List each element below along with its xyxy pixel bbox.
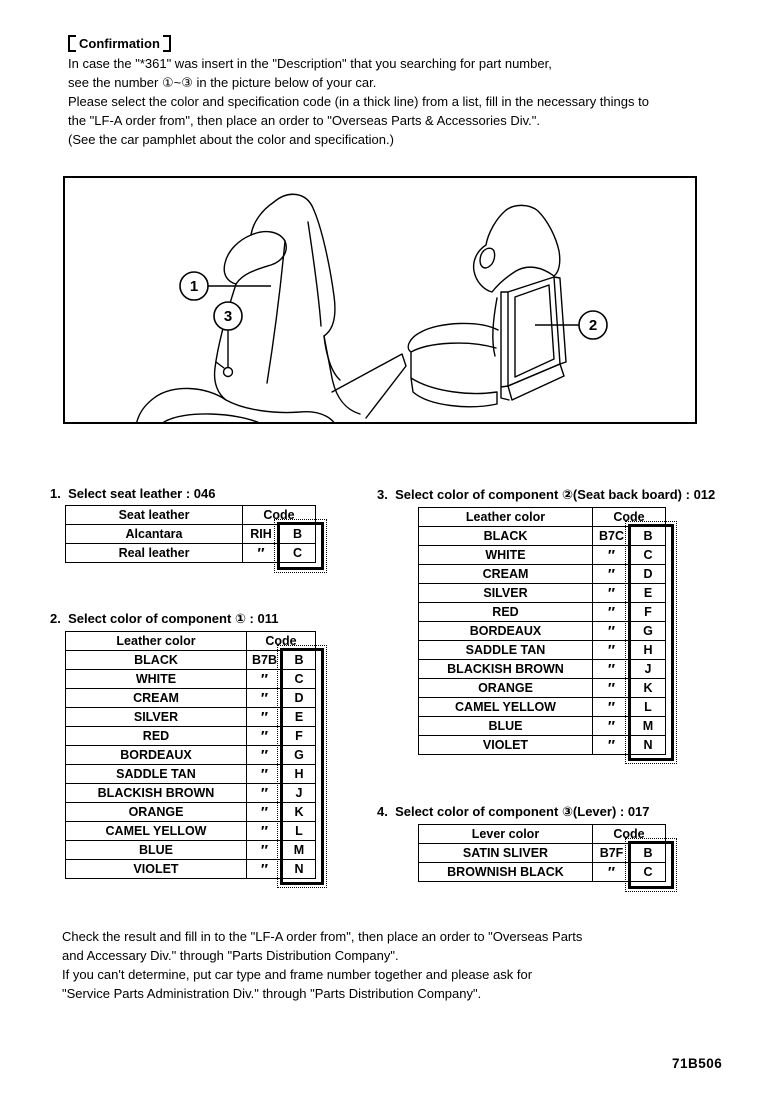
confirmation-title — [68, 34, 649, 53]
column-header-item: Leather color — [66, 632, 247, 651]
table-header-row — [66, 506, 316, 525]
item-cell: SADDLE TAN — [66, 765, 247, 784]
letter-cell: D — [283, 689, 316, 708]
letter-cell: C — [631, 863, 666, 882]
section-3-heading: 3. Select color of component ②(Seat back board) : 012 — [377, 487, 716, 502]
table-row — [419, 679, 666, 698]
component-2-color-table — [418, 507, 666, 755]
code-cell: ″ — [593, 546, 631, 565]
code-cell: ″ — [247, 670, 283, 689]
code-cell: ″ — [593, 736, 631, 755]
table-row — [419, 641, 666, 660]
table-row — [66, 765, 316, 784]
letter-cell: H — [631, 641, 666, 660]
code-cell: ″ — [593, 863, 631, 882]
letter-cell: L — [631, 698, 666, 717]
table-row — [66, 525, 316, 544]
letter-cell: K — [283, 803, 316, 822]
code-cell: ″ — [593, 584, 631, 603]
footer-line-3: If you can't determine, put car type and frame number together and please ask for — [62, 967, 533, 982]
letter-cell: E — [631, 584, 666, 603]
code-cell: ″ — [247, 689, 283, 708]
code-cell: ″ — [247, 822, 283, 841]
letter-cell: N — [631, 736, 666, 755]
letter-cell: C — [283, 670, 316, 689]
table-row — [66, 727, 316, 746]
code-cell: ″ — [243, 544, 280, 563]
code-cell: RIH — [243, 525, 280, 544]
seat-rear-illustration — [408, 205, 566, 406]
section-component-3-color — [377, 804, 666, 882]
letter-cell: G — [631, 622, 666, 641]
table-row — [419, 622, 666, 641]
table-row — [419, 660, 666, 679]
item-cell: VIOLET — [419, 736, 593, 755]
letter-cell: J — [631, 660, 666, 679]
table-row — [66, 651, 316, 670]
table-row — [66, 803, 316, 822]
code-cell: ″ — [247, 746, 283, 765]
item-cell: CREAM — [66, 689, 247, 708]
table-row — [419, 863, 666, 882]
letter-cell: F — [283, 727, 316, 746]
table-row — [419, 698, 666, 717]
item-cell: BLACK — [66, 651, 247, 670]
code-cell: ″ — [247, 803, 283, 822]
table-row — [66, 708, 316, 727]
letter-cell: M — [631, 717, 666, 736]
header-line-2: see the number ①~③ in the picture below of your car. — [68, 75, 377, 90]
code-cell: ″ — [247, 727, 283, 746]
table-row — [66, 822, 316, 841]
code-cell: ″ — [247, 784, 283, 803]
lever-color-table — [418, 824, 666, 882]
letter-cell: C — [280, 544, 316, 563]
code-cell: ″ — [247, 860, 283, 879]
item-cell: BORDEAUX — [419, 622, 593, 641]
section-seat-leather — [50, 486, 316, 563]
table-row — [419, 717, 666, 736]
item-cell: CREAM — [419, 565, 593, 584]
item-cell: SADDLE TAN — [419, 641, 593, 660]
section-2-heading: 2. Select color of component ① : 011 — [50, 611, 279, 626]
item-cell: Real leather — [66, 544, 243, 563]
letter-cell: B — [631, 527, 666, 546]
code-cell: B7C — [593, 527, 631, 546]
header-line-4: the "LF-A order from", then place an order to "Overseas Parts & Accessories Div.". — [68, 113, 540, 128]
column-header-code: Code — [243, 506, 316, 525]
item-cell: VIOLET — [66, 860, 247, 879]
column-header-code: Code — [593, 508, 666, 527]
table-row — [419, 565, 666, 584]
component-1-color-table — [65, 631, 316, 879]
document-id: 71B506 — [672, 1056, 723, 1071]
lenticular-bracket-left-icon — [68, 35, 76, 52]
item-cell: RED — [66, 727, 247, 746]
column-header-item: Lever color — [419, 825, 593, 844]
column-header-item: Leather color — [419, 508, 593, 527]
table-row — [419, 736, 666, 755]
code-cell: ″ — [593, 603, 631, 622]
item-cell: WHITE — [419, 546, 593, 565]
letter-cell: E — [283, 708, 316, 727]
item-cell: SILVER — [419, 584, 593, 603]
table-row — [419, 584, 666, 603]
footer-instructions — [62, 927, 582, 1003]
lenticular-bracket-right-icon — [163, 35, 171, 52]
table-header-row — [419, 825, 666, 844]
table-row — [66, 860, 316, 879]
seat-figure-box — [63, 176, 697, 424]
table-row — [419, 844, 666, 863]
letter-cell: C — [631, 546, 666, 565]
code-cell: ″ — [247, 841, 283, 860]
footer-line-4: "Service Parts Administration Div." through "Parts Distribution Company". — [62, 986, 482, 1001]
header-line-5: (See the car pamphlet about the color and specification.) — [68, 132, 394, 147]
footer-line-1: Check the result and fill in to the "LF-A order from", then place an order to "Overseas Parts — [62, 929, 583, 944]
table-row — [66, 841, 316, 860]
callout-2-label: 2 — [588, 317, 598, 334]
table-row — [419, 527, 666, 546]
item-cell: BLACKISH BROWN — [419, 660, 593, 679]
header-line-3: Please select the color and specification code (in a thick line) from a list, fill in the necessary things to — [68, 94, 649, 109]
item-cell: RED — [419, 603, 593, 622]
table-header-row — [419, 508, 666, 527]
code-cell: ″ — [593, 698, 631, 717]
item-cell: CAMEL YELLOW — [419, 698, 593, 717]
item-cell: ORANGE — [419, 679, 593, 698]
letter-cell: G — [283, 746, 316, 765]
item-cell: SATIN SLIVER — [419, 844, 593, 863]
item-cell: Alcantara — [66, 525, 243, 544]
header-line-1: In case the "*361" was insert in the "Description" that you searching for part number, — [68, 56, 552, 71]
letter-cell: F — [631, 603, 666, 622]
letter-cell: J — [283, 784, 316, 803]
letter-cell: B — [283, 651, 316, 670]
item-cell: BLACKISH BROWN — [66, 784, 247, 803]
letter-cell: B — [631, 844, 666, 863]
table-row — [419, 546, 666, 565]
letter-cell: M — [283, 841, 316, 860]
code-cell: ″ — [247, 708, 283, 727]
letter-cell: L — [283, 822, 316, 841]
section-component-1-color — [50, 611, 316, 879]
item-cell: ORANGE — [66, 803, 247, 822]
item-cell: CAMEL YELLOW — [66, 822, 247, 841]
item-cell: WHITE — [66, 670, 247, 689]
letter-cell: N — [283, 860, 316, 879]
item-cell: BROWNISH BLACK — [419, 863, 593, 882]
item-cell: BORDEAUX — [66, 746, 247, 765]
callout-3-label: 3 — [223, 308, 233, 325]
code-cell: ″ — [593, 660, 631, 679]
header-instructions — [68, 34, 649, 149]
code-cell: ″ — [593, 622, 631, 641]
code-cell: ″ — [593, 565, 631, 584]
table-row — [66, 670, 316, 689]
table-row — [66, 784, 316, 803]
code-cell: ″ — [593, 717, 631, 736]
column-header-item: Seat leather — [66, 506, 243, 525]
section-component-2-color — [377, 487, 715, 755]
item-cell: BLUE — [419, 717, 593, 736]
seat-illustration — [65, 178, 695, 422]
letter-cell: H — [283, 765, 316, 784]
callout-1-label: 1 — [189, 278, 199, 295]
footer-line-2: and Accessary Div." through "Parts Distribution Company". — [62, 948, 399, 963]
code-cell: B7B — [247, 651, 283, 670]
item-cell: BLACK — [419, 527, 593, 546]
table-row — [419, 603, 666, 622]
table-header-row — [66, 632, 316, 651]
section-1-heading: 1. Select seat leather : 046 — [50, 486, 216, 501]
letter-cell: D — [631, 565, 666, 584]
item-cell: SILVER — [66, 708, 247, 727]
letter-cell: B — [280, 525, 316, 544]
section-4-heading: 4. Select color of component ③(Lever) : 017 — [377, 804, 650, 819]
seat-front-illustration — [136, 194, 406, 422]
table-row — [66, 689, 316, 708]
confirmation-title-text: Confirmation — [79, 36, 160, 51]
column-header-code: Code — [593, 825, 666, 844]
code-cell: ″ — [247, 765, 283, 784]
callout-3-badge — [214, 302, 242, 368]
seat-leather-table — [65, 505, 316, 563]
code-cell: ″ — [593, 679, 631, 698]
table-row — [66, 746, 316, 765]
code-cell: ″ — [593, 641, 631, 660]
table-row — [66, 544, 316, 563]
column-header-code: Code — [247, 632, 316, 651]
letter-cell: K — [631, 679, 666, 698]
code-cell: B7F — [593, 844, 631, 863]
item-cell: BLUE — [66, 841, 247, 860]
